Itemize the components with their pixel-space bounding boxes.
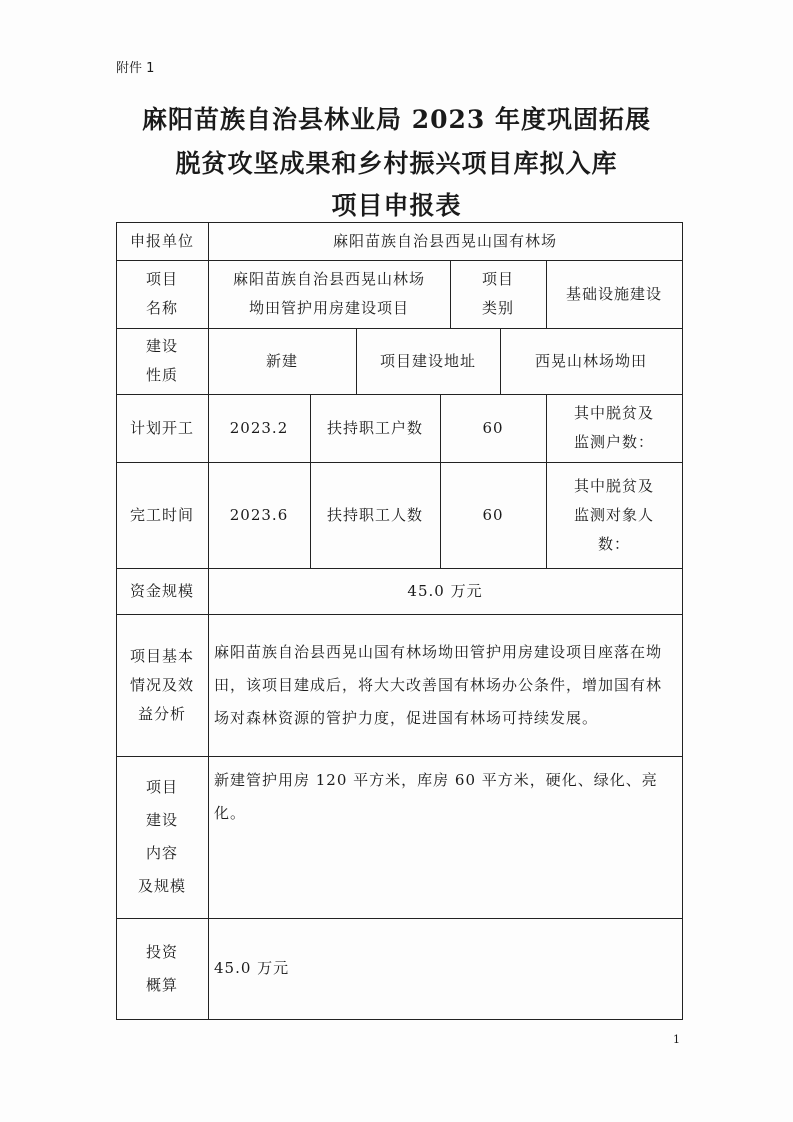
content-label: 项目 建设 内容 及规模 [137,778,186,895]
end-label: 完工时间 [129,505,194,524]
name-label: 项目 名称 [145,270,178,317]
start-label: 计划开工 [129,418,194,437]
unit-label: 申报单位 [129,231,194,250]
households-value: 60 [482,418,504,437]
page-number: 1 [673,1033,680,1046]
poverty-households-label: 其中脱贫及 监测户数： [573,404,654,451]
nature-label: 建设 性质 [145,337,178,384]
workers-label: 扶持职工人数 [326,505,423,524]
households-label: 扶持职工户数 [326,418,423,437]
nature-value: 新建 [265,351,298,370]
application-table [116,222,683,1020]
site-value: 西晃山林场坳田 [534,351,647,370]
title-line-3: 项目申报表 [331,191,462,220]
fund-value: 45.0 万元 [407,581,483,600]
basic-value: 麻阳苗族自治县西晃山国有林场坳田管护用房建设项目座落在坳田，该项目建成后，将大大改善国有林场办公条件，增加国有林场对森林资源的管护力度，促进国有林场可持续发展。 [214,642,663,727]
budget-label: 投资 概算 [145,942,178,994]
fund-label: 资金规模 [129,581,194,600]
end-value: 2023.6 [229,505,289,524]
poverty-people-label: 其中脱贫及 监测对象人 数： [573,476,654,553]
name-value: 麻阳苗族自治县西晃山林场 坳田管护用房建设项目 [232,270,425,317]
title-line-1: 麻阳苗族自治县林业局 2023 年度巩固拓展 [142,105,651,134]
unit-value: 麻阳苗族自治县西晃山国有林场 [332,231,557,250]
category-value: 基础设施建设 [565,284,662,303]
attachment-label: 附件 1 [116,61,155,76]
budget-value: 45.0 万元 [214,959,290,977]
title-line-2: 脱贫攻坚成果和乡村振兴项目库拟入库 [175,149,618,178]
basic-label: 项目基本 情况及效 益分析 [129,646,194,723]
category-label: 项目 类别 [481,270,514,317]
site-label: 项目建设地址 [379,351,476,370]
content-value: 新建管护用房 120 平方米，库房 60 平方米，硬化、绿化、亮化。 [214,771,658,822]
start-value: 2023.2 [229,418,289,437]
workers-value: 60 [482,505,504,524]
